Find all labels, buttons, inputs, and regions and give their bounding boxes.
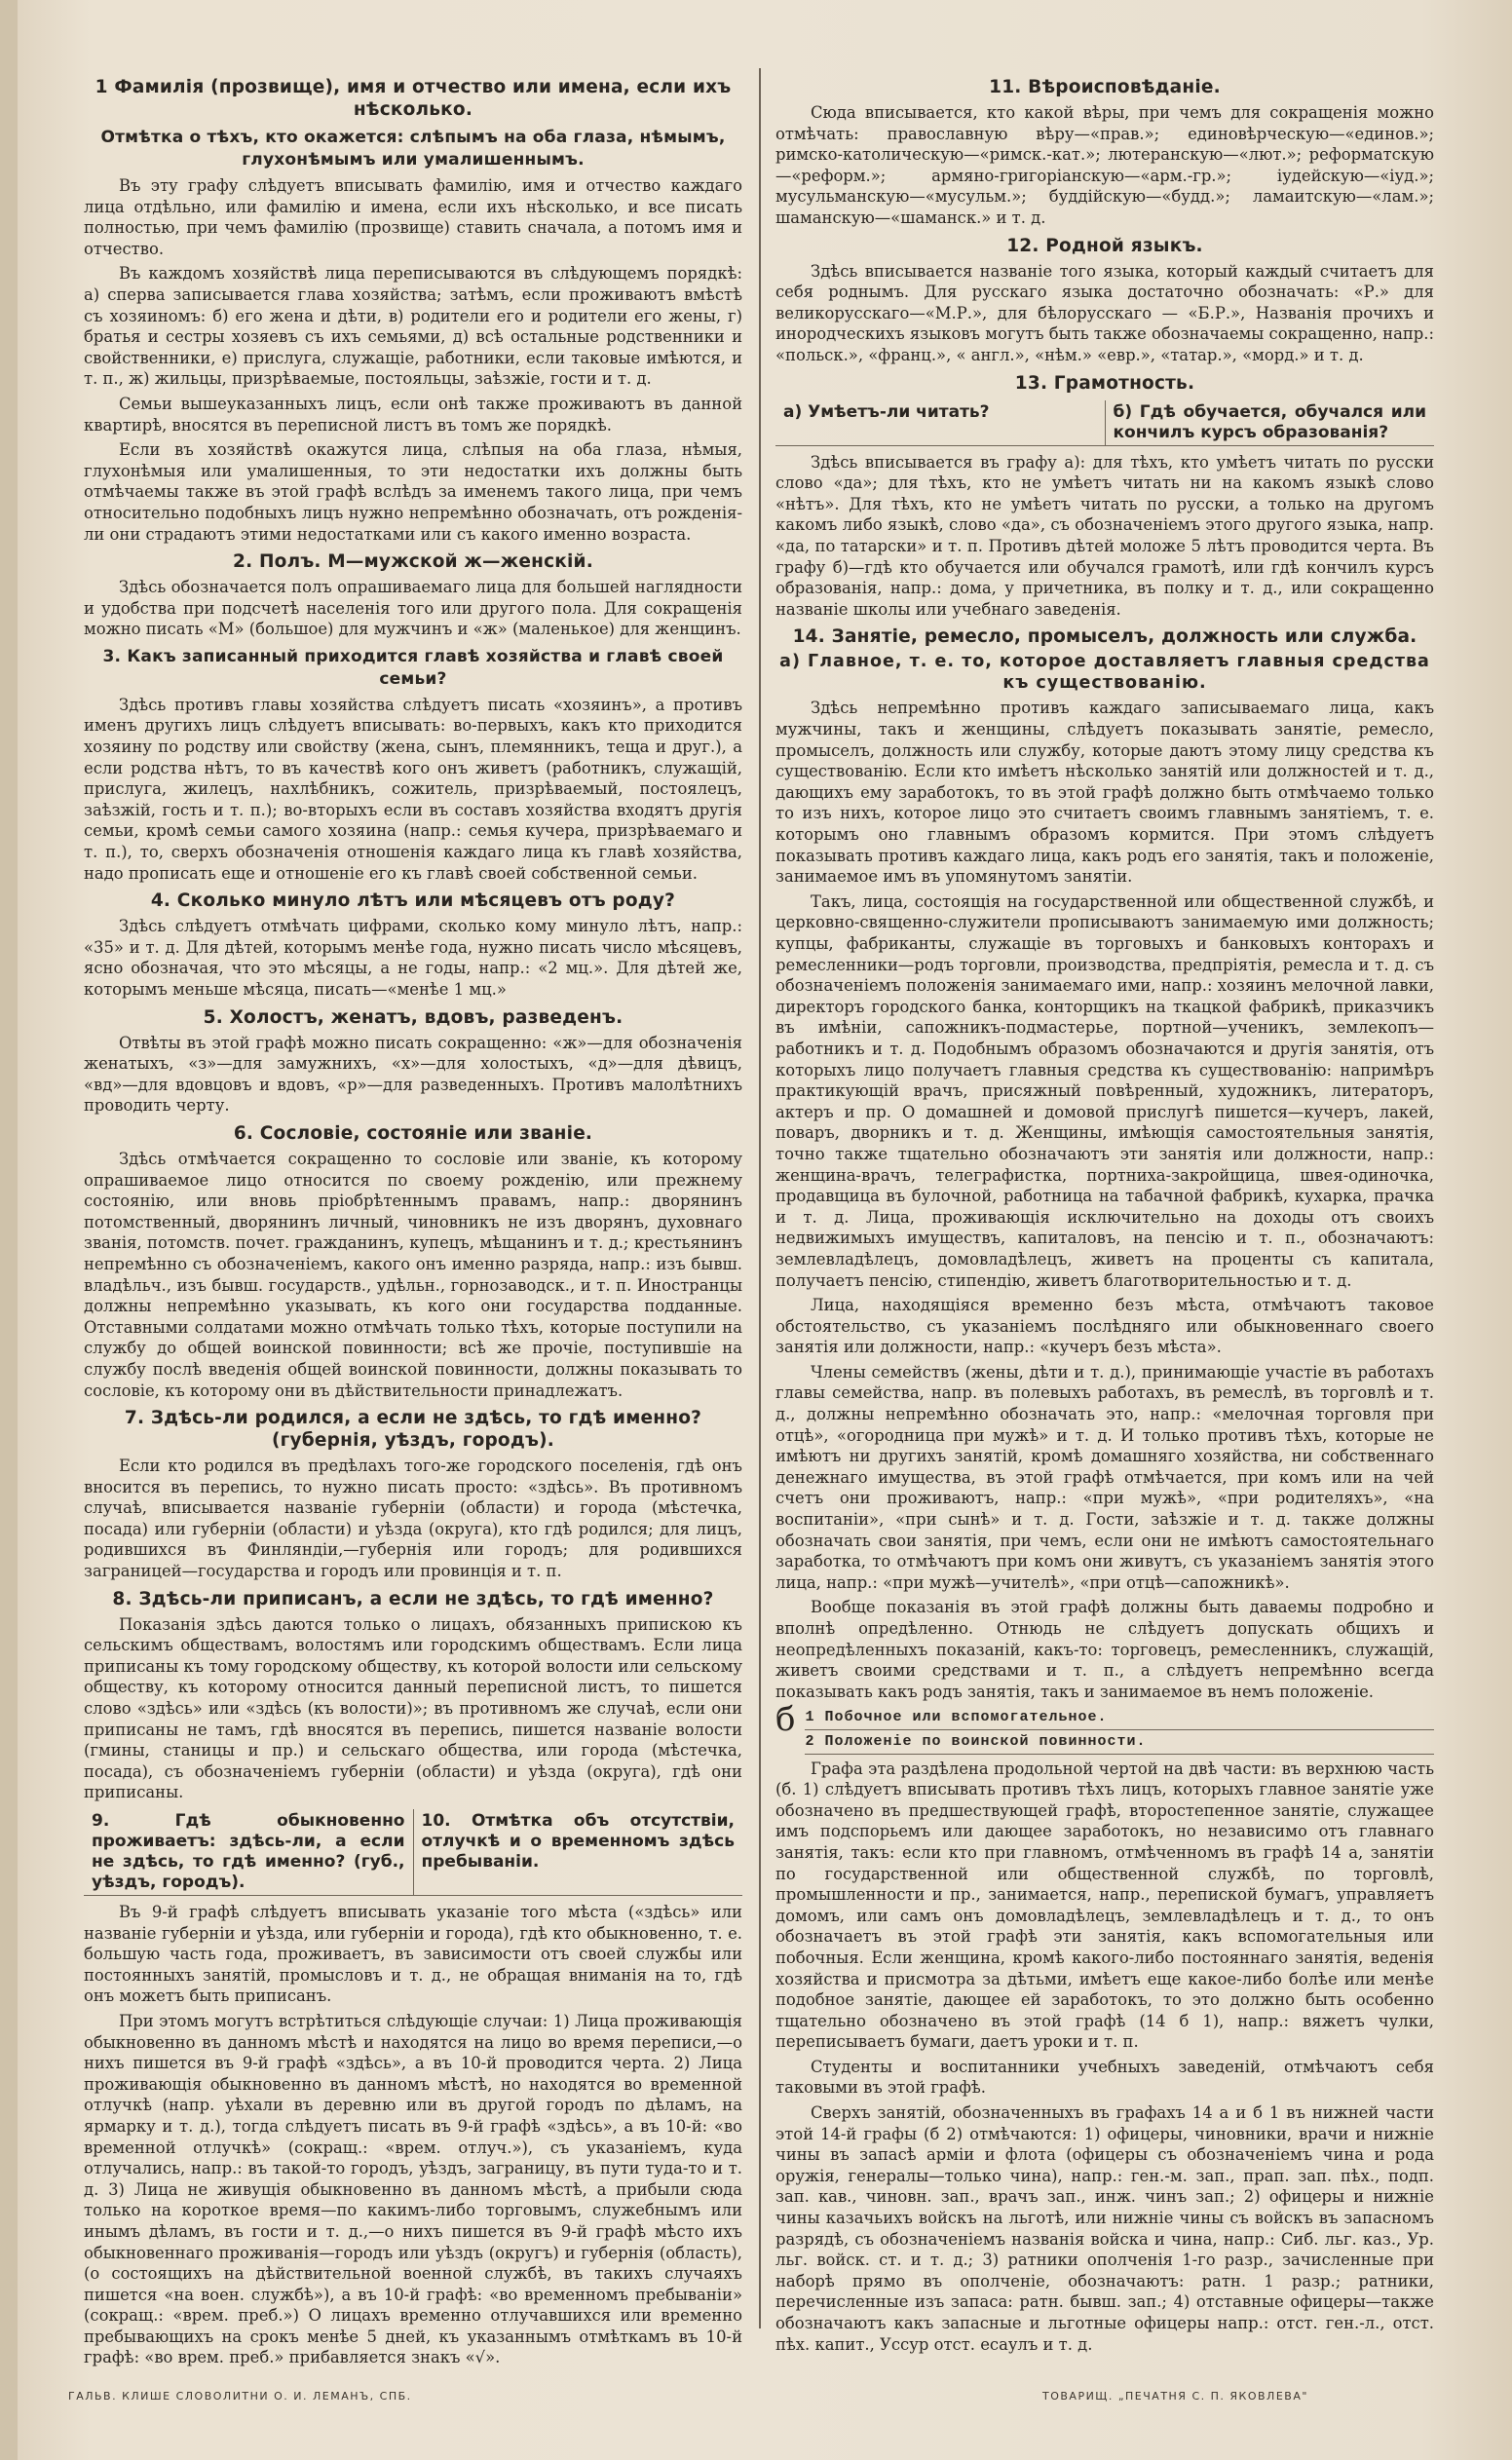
paragraph: Здѣсь отмѣчается сокращенно то сословіе или званіе, къ которому опрашиваемое лицо относится по своему рожденію, или прежнему состоянію, или вновь пріобрѣтеннымъ правамъ, напр.: дворянинъ потомственный, дворянинъ личный, чиновникъ не изъ дворянъ, духовнаго званія, потомств. почет. гражданинъ, купецъ, мѣщанинъ и т. д.; крестьянинъ непремѣнно съ обозначеніемъ, какого онъ именно разряда, напр.: изъ бывш. владѣльч., изъ бывш. государств., удѣльн., горнозаводск., и т. п. Иностранцы должны непремѣнно указывать, къ кого они государства подданные. Отставными солдатами можно отмѣчать только тѣхъ, которые поступили на службу до общей воинской повинности; всѣ же прочіе, поступившіе на службу послѣ введенія общей воинской повинности, должны показывать то сословіе, къ которому они въ дѣйствительности принадлежатъ. [84, 1149, 742, 1400]
section-13-subheader [775, 400, 1434, 446]
right-column [775, 70, 1435, 2354]
section-2-title: 2. Полъ. М—мужской ж—женскій. [233, 551, 593, 573]
section-4-title: 4. Сколько минуло лѣтъ или мѣсяцевъ отъ роду? [150, 890, 676, 912]
paragraph: Здѣсь вписывается названіе того языка, который каждый считаетъ для себя роднымъ. Для русскаго языка достаточно обозначать: «Р.» для великорусскаго—«М.Р.», для бѣлорусскаго — «Б.Р.», Названія прочихъ и инородческихъ языковъ могутъ быть также обозначаемы сокращенно, напр.: «польск.», «франц.», « англ.», «нѣм.» «евр.», «татар.», «морд.» и т. д. [775, 261, 1435, 364]
section-14a-subtitle: а) Главное, т. е. то, которое доставляетъ главныя средства къ существованію. [779, 652, 1430, 693]
section-9-10-header [84, 1809, 742, 1896]
section-7-title: 7. Здѣсь-ли родился, а если не здѣсь, то гдѣ именно? (губернія, уѣздъ, городъ). [124, 1408, 702, 1452]
paragraph: Въ каждомъ хозяйствѣ лица переписываются въ слѣдующемъ порядкѣ: а) сперва записывается глава хозяйства; затѣмъ, если проживаютъ вмѣстѣ съ хозяиномъ: б) его жена и дѣти, в) родители его и родители его жены, г) братья и сестры хозяевъ съ ихъ семьями, д) всѣ остальные родственники и свойственники, е) прислуга, служащіе, работники, если таковые имѣются, и т. п., ж) жильцы, призрѣваемые, постояльцы, заѣзжіе, гости и т. д. [84, 264, 742, 389]
paragraph: Въ 9-й графѣ слѣдуетъ вписывать указаніе того мѣста («здѣсь» или названіе губерніи и уѣзда, или губерніи и города), гдѣ кто обыкновенно, т. е. большую часть года, проживаетъ, въ зависимости отъ своей службы или постоянныхъ занятій, промысловъ и т. д., не обращая вниманія на то, гдѣ онъ можетъ быть приписанъ. [84, 1903, 742, 2006]
paragraph: Семьи вышеуказанныхъ лицъ, если онѣ также проживаютъ въ данной квартирѣ, вносятся въ переписной листъ въ томъ же порядкѣ. [84, 394, 742, 435]
section-10-title: 10. Отмѣтка объ отсутствіи, отлучкѣ и о временномъ здѣсь пребываніи. [413, 1809, 743, 1895]
section-14-title: 14. Занятіе, ремесло, промыселъ, должность или служба. [792, 626, 1418, 648]
section-11-title: 11. Вѣроисповѣданіе. [989, 77, 1221, 97]
section-12-title: 12. Родной языкъ. [1006, 235, 1203, 256]
paragraph: Студенты и воспитанники учебныхъ заведеній, отмѣчаютъ себя таковыми въ этой графѣ. [775, 2057, 1434, 2098]
paragraph: Такъ, лица, состоящія на государственной или общественной службѣ, и церковно-священно-служители прописываютъ занимаемую ими должность; купцы, фабриканты, служащіе въ торговыхъ и банковыхъ конторахъ и ремесленники—родъ торговли, производства, предпріятія, ремесла и т. д. съ обозначеніемъ положенія занимаемаго ими, напр.: хозяинъ мелочной лавки, директоръ городского банка, конторщикъ на ткацкой фабрикѣ, приказчикъ въ имѣніи, сапожникъ-подмастерье, портной—ученикъ, землекопъ—работникъ и т. д. Подобнымъ образомъ обозначаются и другія занятія, отъ которыхъ лицо получаетъ главныя средства къ существованію: напримѣръ практикующій врачъ, присяжный повѣренный, художникъ, литераторъ, актеръ и пр. О домашней и домовой прислугѣ пишется—кучеръ, лакей, поваръ, дворникъ и т. д. Женщины, имѣющія самостоятельныя занятія, точно также тщательно обозначаютъ эти занятія или должности, напр.: женщина-врачъ, телеграфистка, портниха-закройщица, швея-одиночка, продавщица въ булочной, работница на табачной фабрикѣ, кухарка, прачка и т. д. Лица, проживающія исключительно на доходы отъ своихъ недвижимыхъ имуществъ, капиталовъ, на пенсію и т. п., обозначаютъ: землевладѣлецъ, домовладѣлецъ, живетъ на проценты съ капитала, получаетъ пенсію, стипендію, живетъ благотворительностью и т. д. [775, 891, 1434, 1290]
section-14b-header [775, 1700, 1434, 1754]
paragraph: Вообще показанія въ этой графѣ должны быть даваемы подробно и вполнѣ опредѣленно. Отнюдь не слѣдуетъ допускать общихъ и неопредѣленныхъ показаній, какъ-то: торговецъ, ремесленникъ, служащій, живетъ своими средствами и т. п., а слѣдуетъ непремѣнно всегда показывать какъ родъ занятія, такъ и занимаемое въ немъ положеніе. [775, 1598, 1434, 1701]
paragraph: Здѣсь слѣдуетъ отмѣчать цифрами, сколько кому минуло лѣтъ, напр.: «35» и т. д. Для дѣтей, которымъ менѣе года, нужно писать число мѣсяцевъ, ясно обозначая, что это мѣсяцы, а не годы, напр.: «2 мц.». Для дѣтей же, которымъ меньше мѣсяца, писать—«менѣе 1 мц.» [84, 917, 742, 999]
section-14b2-label: 2 Положеніе по воинской повинности. [805, 1730, 1434, 1755]
paragraph: Здѣсь вписывается въ графу а): для тѣхъ, кто умѣетъ читать по русски слово «да»; для тѣхъ, кто не умѣетъ читать ни на какомъ языкѣ слово «нѣтъ». Для тѣхъ, кто не умѣетъ читать по русски, а только на другомъ какомъ либо языкѣ, слово «да», съ обозначеніемъ этого другого языка, напр. «да, по татарски» и т. п. Противъ дѣтей моложе 5 лѣтъ проводится черта. Въ графу б)—гдѣ кто обучается или обучался грамотѣ, или гдѣ кончилъ курсъ образованія, напр.: дома, у причетника, въ полку и т. д., или сокращенно названіе школы или учебнаго заведенія. [775, 452, 1434, 619]
paragraph: Отвѣты въ этой графѣ можно писать сокращенно: «ж»—для обозначенія женатыхъ, «з»—для замужнихъ, «х»—для холостыхъ, «д»—для дѣвицъ, «вд»—для вдовцовъ и вдовъ, «р»—для разведенныхъ. Противъ малолѣтнихъ проводить черту. [84, 1033, 742, 1116]
section-13a-label: а) Умѣетъ-ли читать? [783, 401, 990, 422]
section-13-title: 13. Грамотность. [1014, 372, 1195, 394]
paragraph: Въ эту графу слѣдуетъ вписывать фамилію, имя и отчество каждаго лица отдѣльно, или фамилію и имена, если ихъ нѣсколько, и все писать полностью, при чемъ фамилію (прозвище) ставить сначала, а потомъ имя и отчество. [84, 176, 742, 258]
section-1-title: 1 Фамилія (прозвище), имя и отчество или имена, если ихъ нѣсколько. [94, 77, 732, 120]
section-1-subtitle: Отмѣтка о тѣхъ, кто окажется: слѣпымъ на оба глаза, нѣмымъ, глухонѣмымъ или умалишеннымъ. [100, 128, 726, 170]
paragraph: Сверхъ занятій, обозначенныхъ въ графахъ 14 а и б 1 въ нижней части этой 14-й графы (б 2) отмѣчаются: 1) офицеры, чиновники, врачи и нижніе чины въ запасѣ арміи и флота (офицеры съ обозначеніемъ чина и рода оружія, генералы—только чина), напр.: ген.-м. зап., прап. зап. пѣх., подп. зап. кав., чиновн. зап., врачъ зап., инж. чинъ зап.; 2) офицеры и нижніе чины казачьихъ войскъ на льготѣ, или нижніе чины съ войскъ въ запасномъ разрядѣ, съ обозначеніемъ названія войска и чина, напр.: Сиб. льг. каз., Ур. льг. войск. ст. и т. д.; 3) ратники ополченія 1-го разр., зачисленные при наборѣ прямо въ ополченіе, обозначаютъ: ратн. 1 разр.; ратники, перечисленные изъ запаса: ратн. бывш. зап.; 4) отставные офицеры—также обозначаютъ какъ запасные и льготные офицеры напр.: отст. ген.-л., отст. пѣх. капит., Уссур отст. есаулъ и т. д. [775, 2103, 1434, 2354]
column-divider [759, 68, 761, 2328]
section-14b-lines [805, 1706, 1434, 1754]
paragraph: Здѣсь непремѣнно противъ каждаго записываемаго лица, какъ мужчины, такъ и женщины, слѣдуетъ показывать занятіе, ремесло, промыселъ, должность или службу, которые даютъ этому лицу средства къ существованію. Если кто имѣетъ нѣсколько занятій или должностей и т. д., дающихъ ему заработокъ, то въ этой графѣ должно быть отмѣчаемо только то изъ нихъ, которое лицо это считаетъ своимъ главнымъ занятіемъ, т. е. которымъ оно главнымъ образомъ кормится. При этомъ слѣдуетъ показывать противъ каждаго лица, какъ родъ его занятія, такъ и положеніе, занимаемое имъ въ упомянутомъ занятіи. [775, 699, 1434, 887]
section-14b-letter: б [775, 1700, 796, 1740]
printer-imprint-right: ТОВАРИЩ. „ПЕЧАТНЯ С. П. ЯКОВЛЕВА" [1042, 2390, 1308, 2403]
paragraph: Здѣсь обозначается полъ опрашиваемаго лица для большей наглядности и удобства при подсчетѣ населенія того или другого пола. Для сокращенія можно писать «М» (большое) для мужчинъ и «ж» (маленькое) для женщинъ. [84, 578, 742, 639]
paragraph: Если кто родился въ предѣлахъ того-же городского поселенія, гдѣ онъ вносится въ перепись, то нужно писать просто: «здѣсь». Въ противномъ случаѣ, вписывается названіе губерніи (области) и города (мѣстечка, посада) или губерніи (области) и уѣзда (округа), кто гдѣ родился; для лицъ, родившихся въ Финляндіи,—губернія или городъ; для родившихся заграницей—государства и городъ или провинція и т. п. [84, 1457, 742, 1581]
section-9-title: 9. Гдѣ обыкновенно проживаетъ: здѣсь-ли, а если не здѣсь, то гдѣ именно? (губ., уѣздъ, городъ). [92, 1811, 405, 1892]
paragraph: Здѣсь противъ главы хозяйства слѣдуетъ писать «хозяинъ», а противъ именъ другихъ лицъ слѣдуетъ вписывать: во-первыхъ, какъ кто приходится хозяину по родству или свойству (жена, сынъ, племянникъ, теща и друг.), а если родства нѣтъ, то въ качествѣ кого онъ живетъ (работникъ, служащій, прислуга, жилецъ, нахлѣбникъ, сожитель, призрѣваемый, постоялецъ, заѣзжій, гость и т. п.); во-вторыхъ если въ составъ хозяйства входятъ другія семьи, кромѣ семьи самого хозяина (напр.: семья кучера, призрѣваемаго и т. п.), то, сверхъ обозначенія отношенія каждаго лица къ главѣ хозяйства, надо прописать еще и отношеніе его къ главѣ своей собственной семьи. [84, 695, 742, 883]
paragraph: Сюда вписывается, кто какой вѣры, при чемъ для сокращенія можно отмѣчать: православную вѣру—«прав.»; единовѣрческую—«единов.»; римско-католическую—«римск.-кат.»; лютеранскую—«лют.»; реформатскую—«реформ.»; армяно-григоріанскую—«арм.-гр.»; іудейскую—«іуд.»; мусульманскую—«мусульм.»; буддійскую—«будд.»; ламаитскую—«лам.»; шаманскую—«шаманск.» и т. д. [775, 103, 1434, 227]
paragraph: Члены семействъ (жены, дѣти и т. д.), принимающіе участіе въ работахъ главы семейства, напр. въ полевыхъ работахъ, въ ремеслѣ, въ торговлѣ и т. д., должны непремѣнно обозначать это, напр.: «мелочная торговля при отцѣ», «огородница при мужѣ» и т. д. И только противъ тѣхъ, которые не имѣютъ ни другихъ занятій, кромѣ домашняго хозяйства, ни собственнаго денежнаго имущества, въ этой графѣ отмѣчается, при комъ или на чей счетъ они проживаютъ, напр.: «при мужѣ», «при родителяхъ», «на воспитаніи», «при сынѣ» и т. д. Гости, заѣзжіе и т. д. также должны обозначать свои занятія, при чемъ, если они не имѣютъ самостоятельнаго заработка, то отмѣчаютъ при комъ они живутъ, съ указаніемъ занятія этого лица, напр.: «при мужѣ—учителѣ», «при отцѣ—сапожникѣ». [775, 1362, 1434, 1592]
section-13b-label: б) Гдѣ обучается, обучался или кончилъ курсъ образованія? [1105, 400, 1435, 445]
paper-edge [0, 0, 18, 2460]
section-8-title: 8. Здѣсь-ли приписанъ, а если не здѣсь, то гдѣ именно? [112, 1588, 714, 1609]
printer-imprint-left: ГАЛЬВ. КЛИШЕ СЛОВОЛИТНИ О. И. ЛЕМАНЪ, СПБ. [68, 2390, 412, 2403]
section-5-title: 5. Холостъ, женатъ, вдовъ, разведенъ. [203, 1006, 624, 1028]
paragraph: Лица, находящіяся временно безъ мѣста, отмѣчаютъ таковое обстоятельство, съ указаніемъ послѣдняго или обыкновеннаго своего занятія или должности, напр.: «кучеръ безъ мѣста». [775, 1296, 1434, 1357]
paragraph: Показанія здѣсь даются только о лицахъ, обязанныхъ припискою къ сельскимъ обществамъ, волостямъ или городскимъ обществамъ. Если лица приписаны къ тому городскому обществу, къ которой волости или сельскому обществу, къ которому относится данный переписной листъ, то пишется слово «здѣсь» или «здѣсь (къ волости)»; въ противномъ же случаѣ, если они приписаны не тамъ, гдѣ вносятся въ перепись, пишется названіе волости (гмины, станицы и пр.) и сельскаго общества, или города (мѣстечка, посада), съ обозначеніемъ губерніи (области) и уѣзда (округа), гдѣ они приписаны. [84, 1614, 742, 1802]
section-3-title: 3. Какъ записанный приходится главѣ хозяйства и главѣ своей семьи? [102, 646, 724, 689]
paragraph: Графа эта раздѣлена продольной чертой на двѣ части: въ верхнюю часть (б. 1) слѣдуетъ вписывать противъ тѣхъ лицъ, которыхъ главное занятіе уже обозначено въ предшествующей графѣ, второстепенное занятіе, служащее имъ подспорьемъ или дающее заработокъ, но независимо отъ главнаго занятія, такъ: если кто при главномъ, отмѣченномъ въ графѣ 14 а, занятіи по государственной или общественной службѣ, по торговлѣ, промышленности и пр., занимается, напр., перепиской бумагъ, управляетъ домомъ, или самъ онъ домовладѣлецъ, землевладѣлецъ и т. д., то онъ обозначаетъ въ этой графѣ эти занятія, какъ вспомогательныя или побочныя. Если женщина, кромѣ какого-либо постояннаго занятія, веденія хозяйства и присмотра за дѣтьми, имѣетъ еще какое-либо болѣе или менѣе подобное занятіе, дающее ей заработокъ, то это должно быть особенно тщательно обозначено въ этой графѣ (14 б 1), напр.: вяжетъ чулки, переписываетъ бумаги, даетъ уроки и т. п. [775, 1759, 1434, 2052]
left-column [84, 70, 742, 2367]
section-6-title: 6. Сословіе, состояніе или званіе. [233, 1122, 593, 1144]
paragraph: При этомъ могутъ встрѣтиться слѣдующіе случаи: 1) Лица проживающія обыкновенно въ данномъ мѣстѣ и находятся на лицо во время переписи,—о нихъ пишется въ 9-й графѣ «здѣсь», а въ 10-й проводится черта. 2) Лица проживающія обыкновенно въ данномъ мѣстѣ, но находятся во временной отлучкѣ (напр. уѣхали въ деревню или въ другой городъ по дѣламъ, на ярмарку и т. д.), тогда слѣдуетъ писать въ 9-й графѣ «здѣсь», а въ 10-й: «во временной отлучкѣ» (сокращ.: «врем. отлуч.»), съ указаніемъ, куда отлучались, напр.: въ такой-то городъ, уѣздъ, заграницу, въ пути туда-то и т. д. 3) Лица не живущія обыкновенно въ данномъ мѣстѣ, а прибыли сюда только на короткое время—по какимъ-либо торговымъ, служебнымъ или инымъ дѣламъ, въ гости и т. д.,—о нихъ пишется въ 9-й графѣ мѣсто ихъ обыкновеннаго проживанія—городъ или уѣздъ (округъ) и губернія (область), (о состоящихъ на дѣйствительной военной службѣ, въ такихъ случаяхъ пишется «на воен. службѣ»), а въ 10-й графѣ: «во временномъ пребываніи» (сокращ.: «врем. преб.») О лицахъ временно отлучавшихся или временно пребывающихъ на срокъ менѣе 5 дней, къ указаннымъ отмѣткамъ въ 10-й графѣ: «во врем. преб.» прибавляется знакъ «√». [84, 2011, 742, 2367]
paragraph: Если въ хозяйствѣ окажутся лица, слѣпыя на оба глаза, нѣмыя, глухонѣмыя или умалишенныя, то эти недостатки ихъ должны быть отмѣчаемы также въ этой графѣ вслѣдъ за именемъ такого лица, при чемъ относительно подобныхъ лицъ нужно непремѣнно обозначать, отъ рожденія-ли они страдаютъ этими недостатками или съ какого именно возраста. [84, 440, 742, 544]
section-14b1-label: 1 Побочное или вспомогательное. [805, 1706, 1434, 1730]
